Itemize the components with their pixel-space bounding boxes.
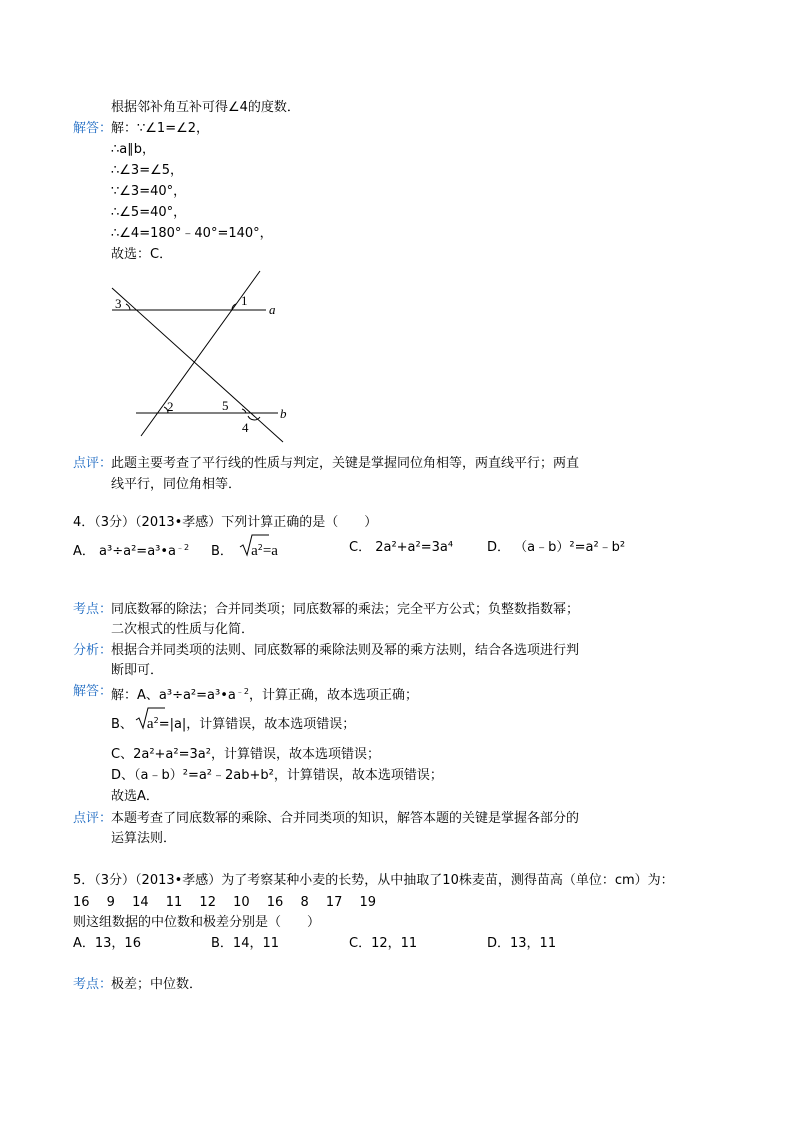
prev-answer-line-4: ∵∠3=40°， [111,184,187,199]
q5-option-b: B．14，11 [211,936,280,951]
q4-option-b-rhs: =a [262,543,278,559]
prev-answer-line-1: 解：∵∠1=∠2， [111,121,210,136]
q4-option-a-prefix: A． [73,544,95,559]
q4-answer-b-radical [135,712,159,734]
q4-point-line-1: 同底数幂的除法；合并同类项；同底数幂的乘法；完全平方公式；负整数指数幂； [111,602,580,617]
label-angle-4: 4 [242,420,249,435]
q4-comment-label: 点评： [73,811,113,826]
q5-data-row: 16 9 14 11 12 10 16 8 17 19 [73,895,377,910]
q4-answer-a [111,683,418,705]
label-a: a [269,302,276,317]
arc-angle-3 [126,304,130,310]
q4-option-a [73,539,189,561]
radical-sign-icon [135,706,165,730]
q5-stem: 5．（3分）（2013•孝感）为了考察某种小麦的长势，从中抽取了10株麦苗，测得苗高（单位：cm）为： [73,873,674,888]
prev-answer-line-3: ∴∠3=∠5， [111,163,184,178]
q4-option-d-prefix: D． [487,540,511,555]
prev-comment-label: 点评： [73,456,113,471]
q4-answer-b-base: a [146,716,154,732]
label-angle-1: 1 [241,293,248,308]
q4-point-line-2: 二次根式的性质与化简． [111,622,255,637]
q4-answer-a-pre: 解：A、a³÷a²=a³•a [111,688,236,703]
q4-answer-d: D、（a﹣b）²=a²﹣2ab+b²，计算错误，故本选项错误； [111,768,443,783]
q4-stem: 4．（3分）（2013•孝感）下列计算正确的是（ ） [73,515,378,530]
q4-option-b-exp: 2 [257,543,263,552]
q4-option-c-expr: 2a²+a²=3a⁴ [375,540,454,555]
prev-comment-line-2: 线平行，同位角相等． [111,477,242,492]
radical-sign-icon [239,533,269,557]
q4-option-a-expr: a³÷a²=a³•a [99,544,176,559]
q4-option-d [487,539,625,557]
q4-answer-a-post: ，计算正确，故本选项正确； [248,688,418,703]
q4-option-b [211,539,278,561]
prev-answer-line-2: ∴a∥b， [111,142,155,157]
q4-analysis-line-1: 根据合并同类项的法则、同底数幂的乘除法则及幂的乘方法则，结合各选项进行判 [111,643,580,658]
label-b: b [280,406,287,421]
q4-answer-a-sup: ﹣2 [235,687,249,696]
q4-answer-c: C、2a²+a²=3a²，计算错误，故本选项错误； [111,747,380,762]
q4-comment-line-1: 本题考查了同底数幂的乘除、合并同类项的知识，解答本题的关键是掌握各部分的 [111,811,580,826]
q4-answer-b-post: =|a|，计算错误，故本选项错误； [158,717,356,732]
parallel-lines-figure [108,266,308,446]
prev-analysis-tail: 根据邻补角互补可得∠4的度数． [111,100,300,115]
q4-point-label: 考点： [73,602,113,617]
arc-angle-5 [242,409,246,413]
q4-answer-b-exp: 2 [153,716,159,725]
q4-answer-b [111,712,355,734]
q5-option-c: C．12，11 [349,936,418,951]
q4-answer-b-pre: B、 [111,717,133,732]
q4-analysis-line-2: 断即可． [111,663,164,678]
q4-option-c [349,539,453,557]
q4-option-b-radical [239,539,263,561]
q4-option-d-expr: （a﹣b）²=a²﹣b² [514,540,626,555]
q5-point-text: 极差；中位数． [111,977,203,992]
prev-comment-line-1: 此题主要考查了平行线的性质与判定，关键是掌握同位角相等，两直线平行；两直 [111,456,580,471]
label-angle-2: 2 [167,399,174,414]
prev-answer-line-5: ∴∠5=40°， [111,205,187,220]
q4-option-c-prefix: C． [349,540,372,555]
q4-analysis-label: 分析： [73,643,113,658]
q5-question: 则这组数据的中位数和极差分别是（ ） [73,915,321,930]
q4-option-a-sup: ﹣2 [176,543,190,552]
arc-angle-4 [248,416,260,420]
label-angle-5: 5 [222,398,229,413]
prev-answer-line-7: 故选：C． [111,247,173,262]
q4-option-b-prefix: B． [211,544,233,559]
q4-answer-final: 故选A． [111,789,159,804]
prev-answer-label: 解答： [73,121,113,136]
label-angle-3: 3 [115,296,122,311]
q5-option-a: A．13，16 [73,936,141,951]
prev-answer-line-6: ∴∠4=180°﹣40°=140°， [111,226,273,241]
q5-option-d: D．13，11 [487,936,557,951]
q4-option-b-base: a [251,543,258,559]
q4-comment-line-2: 运算法则． [111,831,177,846]
q5-point-label: 考点： [73,977,113,992]
q4-answer-label: 解答： [73,684,113,699]
